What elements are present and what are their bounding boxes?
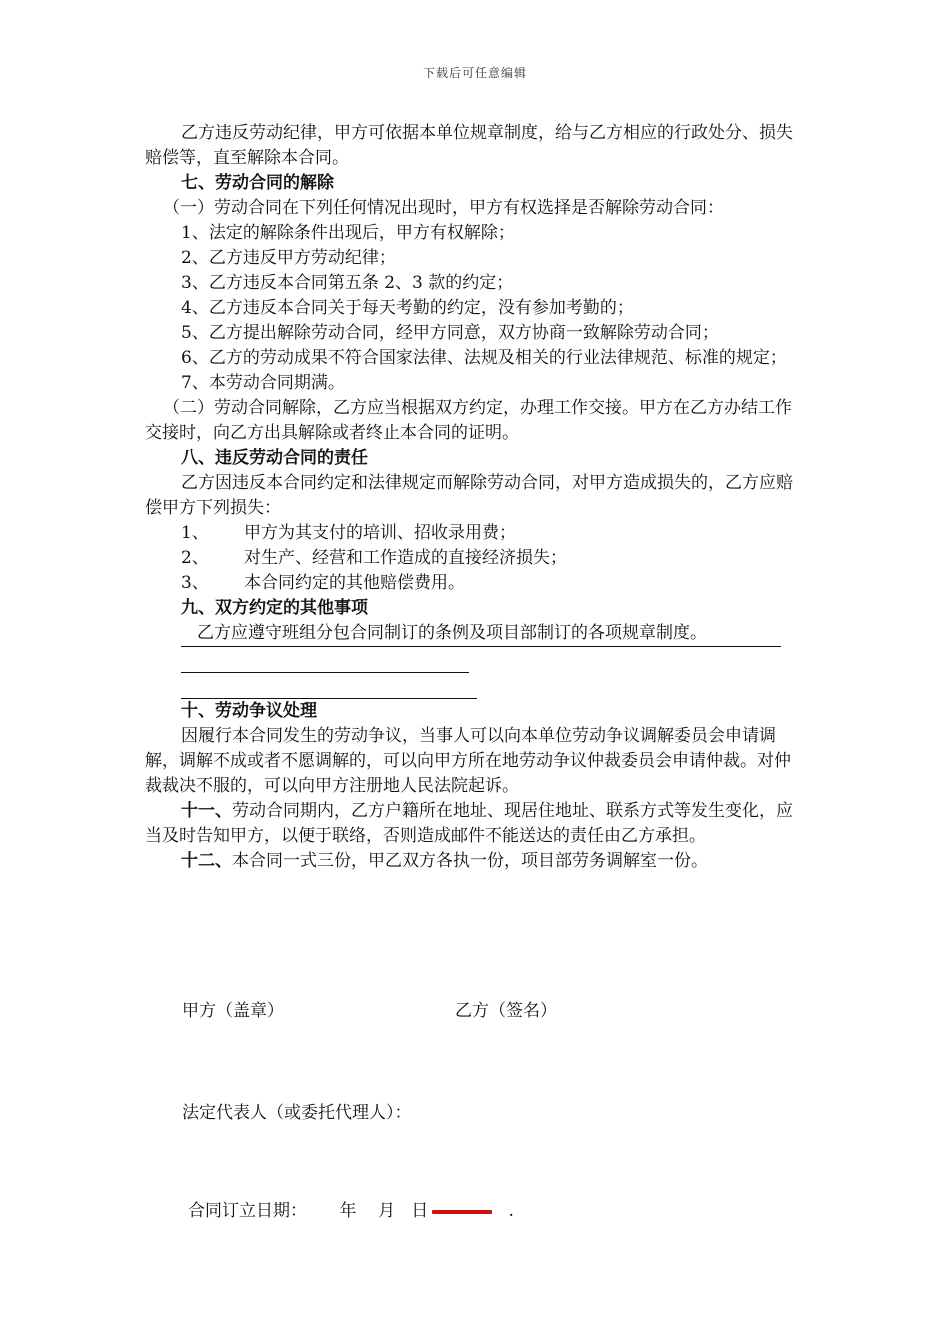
red-underline-mark [432,1210,492,1214]
section-12 [145,849,807,874]
section-7-intro: （一）劳动合同在下列任何情况出现时，甲方有权选择是否解除劳动合同： [163,198,724,218]
section-7-item: 2、乙方违反甲方劳动纪律； [181,248,396,268]
date-month: 月 [378,1201,396,1221]
section-7-title: 七、劳动合同的解除 [181,173,334,193]
section-12-title: 十二、 [181,851,232,871]
section-7-item: 3、乙方违反本合同第五条 2、3 款的约定； [181,273,514,293]
blank-fill-line [181,647,469,673]
date-label: 合同订立日期： [188,1201,307,1221]
section-10-title: 十、劳动争议处理 [181,701,317,721]
section-7-para2: （二）劳动合同解除，乙方应当根据双方约定，办理工作交接。甲方在乙方办结工作交接时，向乙方出具解除或者终止本合同的证明。 [145,398,792,443]
blank-fill-line [181,673,477,699]
section-7-item: 7、本劳动合同期满。 [181,373,345,393]
section-11-title: 十一、 [181,801,232,821]
section-8-title: 八、违反劳动合同的责任 [181,448,368,468]
section-8-item [145,571,807,596]
section-9-text: 乙方应遵守班组分包合同制订的条例及项目部制订的各项规章制度。 [181,621,781,647]
legal-representative-label: 法定代表人（或委托代理人）： [182,1103,412,1123]
section-11 [145,799,807,849]
section-11-text: 劳动合同期内，乙方户籍所在地址、现居住地址、联系方式等发生变化，应当及时告知甲方，以便于联络，否则造成邮件不能送达的责任由乙方承担。 [145,801,793,846]
item-text: 对生产、经营和工作造成的直接经济损失； [244,548,567,568]
section-7-item: 6、乙方的劳动成果不符合国家法律、法规及相关的行业法律规范、标准的规定； [181,348,787,368]
date-day: 日 [411,1201,429,1221]
party-a-signature-label: 甲方（盖章） [182,1001,284,1021]
contract-body [145,121,807,874]
date-year: 年 [339,1201,357,1221]
contract-date-row [188,1196,514,1221]
section-7-item: 5、乙方提出解除劳动合同，经甲方同意，双方协商一致解除劳动合同； [181,323,719,343]
party-b-signature-label: 乙方（签名） [455,1001,557,1021]
section-7-item: 1、法定的解除条件出现后，甲方有权解除； [181,223,515,243]
item-number: 3、 [181,573,209,593]
discipline-paragraph: 乙方违反劳动纪律，甲方可依据本单位规章制度，给与乙方相应的行政处分、损失赔偿等，直至解除本合同。 [145,123,793,168]
section-10-text: 因履行本合同发生的劳动争议，当事人可以向本单位劳动争议调解委员会申请调解，调解不成或者不愿调解的，可以向甲方所在地劳动争议仲裁委员会申请仲裁。对仲裁裁决不服的，可以向甲方注册地人民法院起诉。 [145,726,791,796]
section-8-item [145,546,807,571]
section-8-item [145,521,807,546]
item-text: 甲方为其支付的培训、招收录用费； [244,523,516,543]
item-number: 1、 [181,523,209,543]
end-mark: . [508,1201,514,1221]
item-number: 2、 [181,548,209,568]
section-8-intro: 乙方因违反本合同约定和法律规定而解除劳动合同，对甲方造成损失的，乙方应赔偿甲方下列损失： [145,473,793,518]
section-7-item: 4、乙方违反本合同关于每天考勤的约定，没有参加考勤的； [181,298,634,318]
section-9-title: 九、双方约定的其他事项 [181,598,368,618]
section-12-text: 本合同一式三份，甲乙双方各执一份，项目部劳务调解室一份。 [232,851,708,871]
header-note: 下载后可任意编辑 [422,66,527,80]
item-text: 本合同约定的其他赔偿费用。 [244,573,465,593]
